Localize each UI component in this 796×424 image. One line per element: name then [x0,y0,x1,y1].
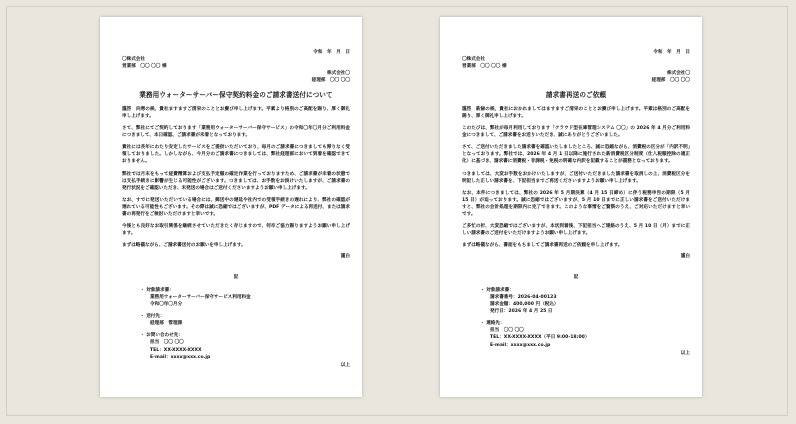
detail-item-label: ・ 対象請求書： [140,287,174,293]
body-paragraph: 弊社では月末をもって経費精算および支払予定額の確定作業を行っておりますため、ご請求書が未着の状態では支払手続きに影響が生じる可能性がございます。つきましては、お手数をお掛けいたしますが、ご請求書の発行状況をご確認いただき、未発送の場合はご送付くださいますようお願い申し上げます。 [122,171,350,191]
ijou-mark: 以上 [340,362,350,368]
closing-word: 謹白 [680,253,690,259]
letter-page-1 [100,17,362,397]
letter-body [462,106,690,250]
ki-heading: 記 [573,274,579,280]
detail-item-label: ・ 連絡先： [480,321,505,327]
body-paragraph: 貴社には長年にわたり安定したサービスをご提供いただいており、毎月のご請求書につきましても滞りなく受領しておりました。しかしながら、今月分のご請求書につきましては、弊社経理部において到着を確認できておりません。 [122,145,350,165]
detail-items [122,287,350,361]
letter-title: 業務用ウォーターサーバー保守契約料金のご請求書送付について [139,90,333,99]
recipient-person: 営業部 〇〇 〇〇 様 [122,64,167,70]
closing-word: 謹白 [340,253,350,259]
body-paragraph: なお、本件につきましては、弊社の 2026 年 5 月期決算（4 月 15 日締め）に伴う税務申告の期限（5 月 15 日）が迫っております。誠に恐縮ではございますが、5 月 10 日までに正しい請求書をご送付いただけますと、弊社の会計処理を期限内に完了できます。このような事情をご賢察のうえ、ご対応いただけますと幸いです。 [462,190,690,218]
body-paragraph: ご多忙の折、大変恐縮ではございますが、本状到着後、下記担当へご連絡のうえ、5 月 10 日（月）までに正しい請求書のご送付をいただけますようお願い申し上げます。 [462,224,690,237]
detail-item-line: TEL：XX-XXXX-XXXX [150,347,202,353]
letter-body [122,106,350,250]
detail-item [480,320,690,348]
detail-item [140,287,350,308]
detail-item-line: E-mail：xxxx@xxx.co.jp [150,354,211,360]
sender-company: 株式会社〇 [327,71,350,77]
recipient-person: 営業部 〇〇 〇〇 様 [462,64,507,70]
body-paragraph: まずは略儀ながら、書面をもちましてご請求書再送のご依頼を申し上げます。 [462,243,623,249]
body-paragraph: さて、ご送付いただきました請求書を確認いたしましたところ、誠に恐縮ながら、消費税の区分が「内訳不明」となっております。弊社では、2026 年 4 月 1 日以降に施行された新消費税区分制度（仕入税額控除の適正化）に基づき、請求書に消費税・非課税・免税の明確な内訳を記載することが義務となっております。 [462,145,690,165]
body-paragraph: 謹啓 向寒の候、貴社ますますご清栄のこととお慶び申し上げます。平素より格別のご高配を賜り、厚く御礼申し上げます。 [122,106,350,119]
body-paragraph: 謹啓 新緑の候、貴社におかれましてはますますご清栄のこととお慶び申し上げます。平素は格別のご高配を賜り、厚く御礼申し上げます。 [462,106,690,119]
detail-item-line: 請求書番号：2026-04-00123 [490,294,557,300]
detail-item-line: 業務用ウォーターサーバー保守サービス利用料金 [150,294,251,300]
detail-item-line: E-mail：xxxx@xxx.co.jp [490,342,551,348]
ki-heading: 記 [233,274,239,280]
recipient-company: 〇株式会社 [122,57,145,63]
sender-person: 経理部 〇〇 〇〇 [651,78,690,84]
detail-item-label: ・ 送付先： [140,314,165,320]
detail-item-line: 令和〇年〇月分 [150,301,183,307]
letter-page-2 [440,17,702,397]
body-paragraph: つきましては、大変お手数をおかけいたしますが、ご送付いただきました請求書を取消しの上、消費税区分を明記した正しい請求書を、下記担当までご再送くださいますようお願い申し上げます。 [462,171,690,184]
detail-item-line: 担当 〇〇 〇〇 [490,328,524,334]
detail-item-line: TEL：XX-XXXX-XXXX（平日 9:00-18:00） [490,335,590,341]
letter-date: 令和 年 月 日 [653,50,690,55]
detail-item [140,332,350,360]
sender-company: 株式会社〇 [667,71,690,77]
detail-item-label: ・ 対象請求書： [480,287,514,293]
letter-title: 請求書再送のご依頼 [545,90,607,99]
body-paragraph: このたびは、弊社が毎月利用しております「クラウド型在庫管理システム 〇〇」の 2026 年 4 月分ご利用料金につきまして、ご請求書をお送りいただき、誠にありがとうございました。 [462,125,690,139]
detail-item-line: 発行日：2026 年 4 月 25 日 [490,309,553,315]
detail-item [140,313,350,327]
detail-item-line: 請求金額：400,000 円（税込） [490,301,559,307]
body-paragraph: なお、すでに発送いただいている場合には、郵送中の遅延や社内での受領手続きの遅れにより、弊社の確認が遅れている可能性もございます。その際は誠に恐縮ではございますが、PDF データによる再送付、または請求書の再発行をご検討いただけますと幸いです。 [122,197,350,218]
sender-person: 経理部 〇〇 〇〇 [311,78,350,84]
recipient-company: 〇株式会社 [462,57,485,63]
body-paragraph: 今後とも良好なお取引関係を継続させていただきたく存じますので、何卒ご協力賜りますようお願い申し上げます。 [122,224,350,237]
letter-date: 令和 年 月 日 [313,50,350,55]
detail-item-line: 経理部 管理課 [150,321,183,327]
detail-items [462,287,690,349]
body-paragraph: さて、弊社にてご契約しております「業務用ウォーターサーバー保守サービス」の令和〇年〇月分ご利用料金につきまして、本日確認、ご請求書が未着となっております。 [122,125,350,139]
detail-item-label: ・ お問い合わせ先： [140,333,183,339]
detail-item [480,287,690,315]
ijou-mark: 以上 [680,350,690,356]
body-paragraph: まずは略儀ながら、ご請求書送付のお願いを申し上げます。 [122,243,246,249]
detail-item-line: 担当 〇〇 〇〇 [150,340,184,346]
